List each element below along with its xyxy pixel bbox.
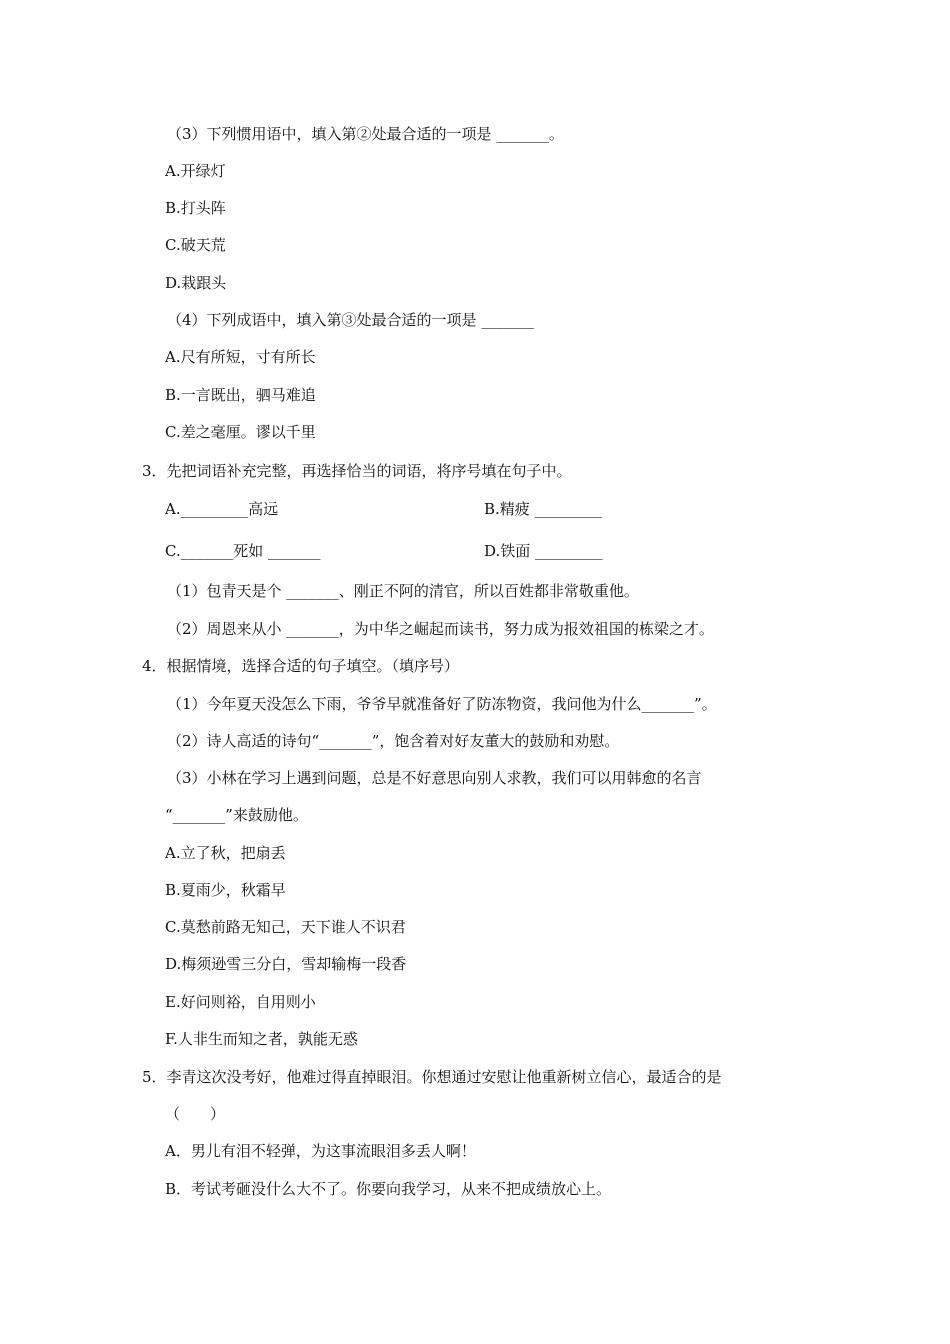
- q4-option-b: B.夏雨少，秋霜早: [165, 881, 286, 899]
- q5-stem-line2: （ ）: [165, 1105, 226, 1123]
- q2-sub3-option-b: B.打头阵: [165, 199, 226, 217]
- q3-sub1: （1）包青天是个 _______、刚正不阿的清官，所以百姓都非常敬重他。: [167, 582, 639, 600]
- q4-option-e: E.好问则裕，自用则小: [165, 993, 316, 1011]
- q4-sub3-line1: （3）小林在学习上遇到问题，总是不好意思向别人求教，我们可以用韩愈的名言: [167, 769, 702, 787]
- q5-stem-line1: 5．李青这次没考好，他难过得直掉眼泪。你想通过安慰让他重新树立信心，最适合的是: [142, 1068, 722, 1086]
- q4-sub3-line2: “_______”来鼓励他。: [165, 806, 308, 824]
- q2-sub4-option-c: C.差之毫厘。谬以千里: [165, 423, 316, 441]
- q4-option-a: A.立了秋，把扇丢: [165, 844, 286, 862]
- q2-sub4-option-b: B.一言既出，驷马难追: [165, 386, 316, 404]
- q4-option-f: F.人非生而知之者，孰能无惑: [165, 1030, 358, 1048]
- q2-sub4-stem: （4）下列成语中，填入第③处最合适的一项是 _______: [167, 311, 534, 329]
- q4-sub2: （2）诗人高适的诗句“_______”，饱含着对好友董大的鼓励和劝慰。: [167, 732, 620, 750]
- q3-option-c: C._______死如 _______: [165, 542, 321, 560]
- q2-sub3-stem: （3）下列惯用语中，填入第②处最合适的一项是 _______。: [167, 125, 564, 143]
- q3-option-b: B.精疲 _________: [484, 500, 603, 518]
- q2-sub3-option-c: C.破天荒: [165, 236, 226, 254]
- q2-sub3-option-a: A.开绿灯: [165, 162, 226, 180]
- q4-option-d: D.梅须逊雪三分白，雪却输梅一段香: [165, 955, 407, 973]
- q3-stem: 3．先把词语补充完整，再选择恰当的词语，将序号填在句子中。: [142, 462, 572, 480]
- q3-sub2: （2）周恩来从小 _______，为中华之崛起而读书，努力成为报效祖国的栋梁之才。: [167, 620, 714, 638]
- q5-option-a: A．男儿有泪不轻弹，为这事流眼泪多丢人啊！: [165, 1142, 476, 1160]
- q4-stem: 4．根据情境，选择合适的句子填空。（填序号）: [142, 657, 460, 675]
- q2-sub3-option-d: D.栽跟头: [165, 274, 227, 292]
- q4-sub1: （1）今年夏天没怎么下雨，爷爷早就准备好了防冻物资，我问他为什么_______”。: [167, 695, 717, 713]
- q2-sub4-option-a: A.尺有所短，寸有所长: [165, 348, 316, 366]
- q3-option-a: A._________高远: [165, 500, 279, 518]
- q4-option-c: C.莫愁前路无知己，天下谁人不识君: [165, 918, 406, 936]
- q3-option-d: D.铁面 _________: [484, 542, 603, 560]
- q5-option-b: B．考试考砸没什么大不了。你要向我学习，从来不把成绩放心上。: [165, 1180, 612, 1198]
